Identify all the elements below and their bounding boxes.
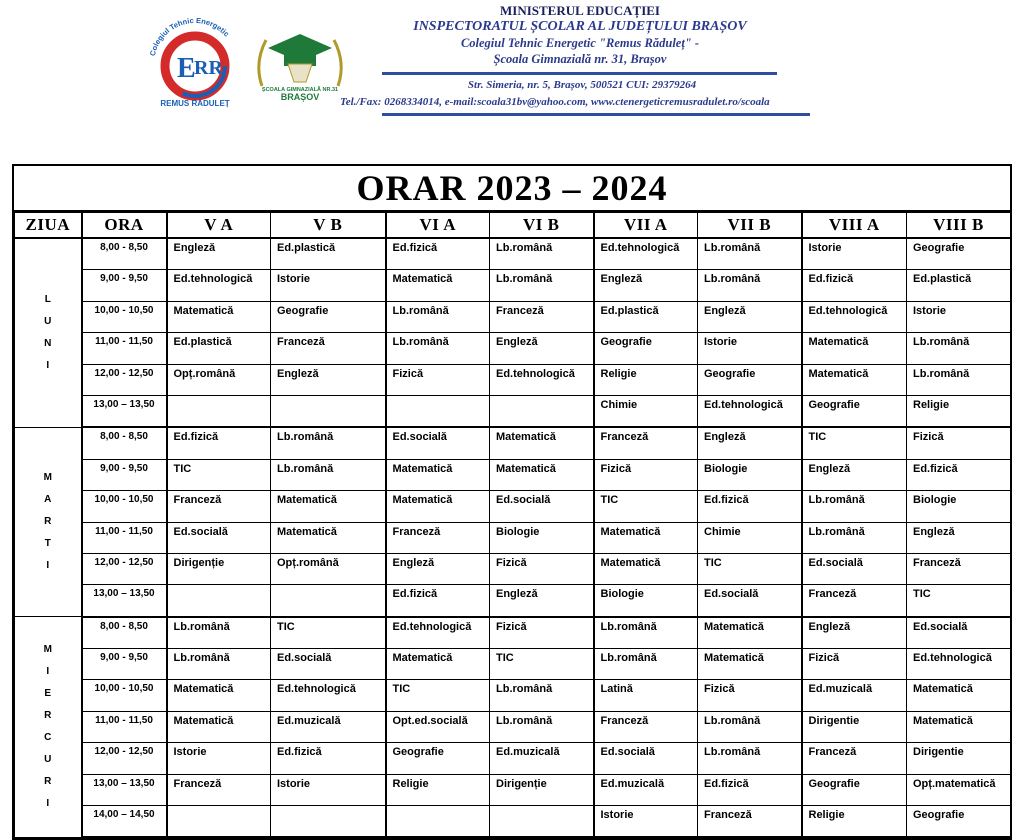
time-slot: 9,00 - 9,50	[82, 459, 167, 490]
subject-cell: Ed.socială	[167, 522, 271, 553]
subject-cell: Lb.română	[698, 743, 802, 774]
subject-cell: Matematică	[594, 522, 698, 553]
timetable-row	[15, 270, 1011, 301]
school-logo	[140, 18, 250, 108]
subject-cell: Lb.română	[698, 711, 802, 742]
subject-cell: Fizică	[802, 649, 907, 680]
subject-cell: Matematică	[907, 680, 1011, 711]
subject-cell: Ed.socială	[907, 617, 1011, 649]
subject-cell: TIC	[698, 553, 802, 584]
subject-cell: TIC	[271, 617, 386, 649]
subject-cell: Lb.română	[802, 522, 907, 553]
subject-cell: Lb.română	[167, 617, 271, 649]
subject-cell: Engleză	[698, 427, 802, 459]
subject-cell: Ed.fizică	[386, 585, 490, 617]
subject-cell: Matematică	[698, 649, 802, 680]
subject-cell: Geografie	[594, 333, 698, 364]
subject-cell: Istorie	[167, 743, 271, 774]
subject-cell	[167, 585, 271, 617]
subject-cell: Istorie	[271, 270, 386, 301]
subject-cell: Ed.tehnologică	[802, 301, 907, 332]
subject-cell: Lb.română	[271, 459, 386, 490]
subject-cell: Ed.muzicală	[490, 743, 594, 774]
subject-cell: Istorie	[802, 238, 907, 270]
timetable-row	[15, 711, 1011, 742]
subject-cell: Ed.socială	[271, 649, 386, 680]
subject-cell: Dirigenție	[167, 553, 271, 584]
subject-cell: Ed.fizică	[698, 491, 802, 522]
column-header: V A	[167, 213, 271, 239]
timetable-row	[15, 585, 1011, 617]
subject-cell: Latină	[594, 680, 698, 711]
subject-cell: Biologie	[698, 459, 802, 490]
time-slot: 13,00 – 13,50	[82, 585, 167, 617]
subject-cell: Geografie	[271, 301, 386, 332]
subject-cell: Matematică	[490, 459, 594, 490]
subject-cell: Religie	[802, 806, 907, 838]
subject-cell: Ed.socială	[802, 553, 907, 584]
time-slot: 10,00 - 10,50	[82, 680, 167, 711]
timetable-row	[15, 491, 1011, 522]
timetable-row	[15, 522, 1011, 553]
subject-cell: Ed.muzicală	[594, 774, 698, 805]
subject-cell: Ed.fizică	[271, 743, 386, 774]
timetable-row	[15, 459, 1011, 490]
subject-cell: Ed.tehnologică	[386, 617, 490, 649]
subject-cell: Franceză	[167, 774, 271, 805]
subject-cell: Matematică	[802, 333, 907, 364]
day-label: L U N I	[15, 238, 82, 427]
subject-cell	[490, 806, 594, 838]
subject-cell: Istorie	[907, 301, 1011, 332]
subject-cell: Engleză	[271, 364, 386, 395]
subject-cell: Biologie	[490, 522, 594, 553]
subject-cell: TIC	[907, 585, 1011, 617]
timetable-row	[15, 301, 1011, 332]
subject-cell: Franceză	[594, 427, 698, 459]
subject-cell: Geografie	[698, 364, 802, 395]
subject-cell: Engleză	[167, 238, 271, 270]
subject-cell: Religie	[386, 774, 490, 805]
timetable-row	[15, 806, 1011, 838]
subject-cell: Ed.tehnologică	[271, 680, 386, 711]
column-header: VIII A	[802, 213, 907, 239]
header-row	[15, 213, 1011, 239]
time-slot: 9,00 - 9,50	[82, 649, 167, 680]
subject-cell: Fizică	[594, 459, 698, 490]
subject-cell: Geografie	[802, 395, 907, 427]
subject-cell: Matematică	[594, 553, 698, 584]
day-label: M I E R C U R I	[15, 617, 82, 838]
school31-logo	[250, 28, 350, 103]
subject-cell: Dirigentie	[802, 711, 907, 742]
subject-cell: Franceză	[802, 743, 907, 774]
subject-cell: Lb.română	[698, 270, 802, 301]
subject-cell: Franceză	[167, 491, 271, 522]
subject-cell: Matematică	[386, 649, 490, 680]
column-header: ORA	[82, 213, 167, 239]
subject-cell: Ed.socială	[594, 743, 698, 774]
logo-ring-text: Colegiul Tehnic Energetic	[147, 18, 232, 57]
timetable-row	[15, 395, 1011, 427]
subject-cell: Engleză	[594, 270, 698, 301]
subject-cell: Matematică	[698, 617, 802, 649]
subject-cell: Ed.plastică	[271, 238, 386, 270]
timetable-grid	[14, 212, 1011, 838]
school-line: Școala Gimnazială nr. 31, Brașov	[493, 52, 667, 66]
subject-cell: TIC	[594, 491, 698, 522]
logo2-city: BRAȘOV	[280, 92, 320, 102]
subject-cell	[386, 395, 490, 427]
subject-cell: Ed.socială	[386, 427, 490, 459]
subject-cell: Ed.plastică	[167, 333, 271, 364]
subject-cell: Matematică	[386, 491, 490, 522]
header-divider	[382, 72, 777, 75]
subject-cell	[386, 806, 490, 838]
subject-cell: Fizică	[386, 364, 490, 395]
timetable-row	[15, 743, 1011, 774]
subject-cell: Matematică	[167, 301, 271, 332]
time-slot: 13,00 – 13,50	[82, 395, 167, 427]
svg-text:E: E	[177, 53, 196, 84]
subject-cell: Franceză	[802, 585, 907, 617]
subject-cell: Ed.socială	[698, 585, 802, 617]
subject-cell: Ed.tehnologică	[167, 270, 271, 301]
subject-cell: Ed.muzicală	[802, 680, 907, 711]
subject-cell: Opț.matematică	[907, 774, 1011, 805]
subject-cell: Lb.română	[167, 649, 271, 680]
subject-cell: Opț.română	[167, 364, 271, 395]
subject-cell: Lb.română	[386, 333, 490, 364]
subject-cell: Fizică	[698, 680, 802, 711]
subject-cell: Ed.fizică	[802, 270, 907, 301]
timetable-row	[15, 680, 1011, 711]
subject-cell: Ed.fizică	[386, 238, 490, 270]
column-header: VII A	[594, 213, 698, 239]
subject-cell: TIC	[386, 680, 490, 711]
subject-cell: Ed.plastică	[907, 270, 1011, 301]
address-line: Str. Simeria, nr. 5, Brașov, 500521 CUI: 29379264	[467, 79, 697, 91]
column-header: VIII B	[907, 213, 1011, 239]
subject-cell: Opt.ed.socială	[386, 711, 490, 742]
column-header: VI B	[490, 213, 594, 239]
subject-cell: Lb.română	[907, 364, 1011, 395]
time-slot: 9,00 - 9,50	[82, 270, 167, 301]
subject-cell	[271, 806, 386, 838]
column-header: VI A	[386, 213, 490, 239]
logo-caption: REMUS RĂDULEȚ	[160, 99, 230, 108]
subject-cell: Religie	[907, 395, 1011, 427]
subject-cell: Istorie	[698, 333, 802, 364]
subject-cell: Dirigentie	[907, 743, 1011, 774]
subject-cell: Religie	[594, 364, 698, 395]
subject-cell: Lb.română	[490, 680, 594, 711]
column-header: V B	[271, 213, 386, 239]
subject-cell	[271, 585, 386, 617]
time-slot: 11,00 - 11,50	[82, 333, 167, 364]
column-header: ZIUA	[15, 213, 82, 239]
subject-cell: Matematică	[490, 427, 594, 459]
subject-cell: Fizică	[907, 427, 1011, 459]
timetable-row	[15, 617, 1011, 649]
time-slot: 11,00 - 11,50	[82, 711, 167, 742]
timetable-row	[15, 238, 1011, 270]
subject-cell: Istorie	[271, 774, 386, 805]
time-slot: 10,00 - 10,50	[82, 301, 167, 332]
subject-cell: Chimie	[698, 522, 802, 553]
subject-cell: Engleză	[490, 585, 594, 617]
subject-cell: Fizică	[490, 553, 594, 584]
subject-cell: Lb.română	[271, 427, 386, 459]
subject-cell: Lb.română	[594, 617, 698, 649]
subject-cell: Geografie	[802, 774, 907, 805]
time-slot: 12,00 - 12,50	[82, 553, 167, 584]
time-slot: 12,00 - 12,50	[82, 743, 167, 774]
subject-cell: Lb.română	[490, 238, 594, 270]
timetable-row	[15, 333, 1011, 364]
subject-cell: Chimie	[594, 395, 698, 427]
subject-cell: Geografie	[907, 806, 1011, 838]
time-slot: 11,00 - 11,50	[82, 522, 167, 553]
subject-cell: Ed.tehnologică	[698, 395, 802, 427]
time-slot: 8,00 - 8,50	[82, 238, 167, 270]
subject-cell: Engleză	[802, 459, 907, 490]
day-label: M A R T I	[15, 427, 82, 616]
subject-cell: Engleză	[907, 522, 1011, 553]
subject-cell: Lb.română	[698, 238, 802, 270]
logo2-caption: ȘCOALA GIMNAZIALĂ NR.31	[261, 87, 339, 93]
inspectorate-line: INSPECTORATUL ȘCOLAR AL JUDEȚULUI BRAȘOV	[413, 19, 747, 34]
subject-cell: Engleză	[386, 553, 490, 584]
subject-cell: Matematică	[167, 711, 271, 742]
subject-cell: Ed.plastică	[594, 301, 698, 332]
column-header: VII B	[698, 213, 802, 239]
subject-cell: Lb.română	[802, 491, 907, 522]
subject-cell: Istorie	[594, 806, 698, 838]
subject-cell: Fizică	[490, 617, 594, 649]
timetable-row	[15, 364, 1011, 395]
subject-cell: Lb.română	[490, 270, 594, 301]
subject-cell: Matematică	[802, 364, 907, 395]
time-slot: 10,00 - 10,50	[82, 491, 167, 522]
subject-cell: Franceză	[490, 301, 594, 332]
timetable-row	[15, 649, 1011, 680]
subject-cell	[167, 806, 271, 838]
subject-cell: Matematică	[271, 491, 386, 522]
subject-cell: Engleză	[490, 333, 594, 364]
time-slot: 12,00 - 12,50	[82, 364, 167, 395]
subject-cell: Matematică	[271, 522, 386, 553]
ministry-line: MINISTERUL EDUCAȚIEI	[499, 3, 660, 18]
college-line: Colegiul Tehnic Energetic "Remus Răduleț" -	[460, 36, 700, 50]
timetable-row	[15, 427, 1011, 459]
subject-cell: Ed.tehnologică	[907, 649, 1011, 680]
institution-header	[380, 3, 780, 67]
subject-cell: Matematică	[907, 711, 1011, 742]
subject-cell: Ed.socială	[490, 491, 594, 522]
subject-cell	[271, 395, 386, 427]
subject-cell: Franceză	[594, 711, 698, 742]
timetable-row	[15, 553, 1011, 584]
subject-cell: Franceză	[907, 553, 1011, 584]
subject-cell: Ed.muzicală	[271, 711, 386, 742]
subject-cell: Matematică	[386, 270, 490, 301]
subject-cell	[490, 395, 594, 427]
time-slot: 14,00 – 14,50	[82, 806, 167, 838]
subject-cell: Lb.română	[594, 649, 698, 680]
subject-cell: TIC	[167, 459, 271, 490]
subject-cell: Dirigenție	[490, 774, 594, 805]
subject-cell: Geografie	[386, 743, 490, 774]
subject-cell: Lb.română	[907, 333, 1011, 364]
subject-cell: Franceză	[698, 806, 802, 838]
time-slot: 8,00 - 8,50	[82, 617, 167, 649]
subject-cell: Ed.fizică	[907, 459, 1011, 490]
subject-cell: Engleză	[698, 301, 802, 332]
subject-cell: Engleză	[802, 617, 907, 649]
timetable	[12, 164, 1012, 840]
subject-cell: Biologie	[594, 585, 698, 617]
subject-cell: Lb.română	[490, 711, 594, 742]
subject-cell: Lb.română	[386, 301, 490, 332]
contact-line: Tel./Fax: 0268334014, e-mail:scoala31bv@yahoo.com, www.ctenergeticremusradulet.ro/scoala	[340, 96, 770, 108]
subject-cell: Franceză	[271, 333, 386, 364]
subject-cell: Ed.fizică	[167, 427, 271, 459]
subject-cell: Matematică	[386, 459, 490, 490]
subject-cell: Opț.română	[271, 553, 386, 584]
subject-cell: Matematică	[167, 680, 271, 711]
subject-cell: Ed.tehnologică	[490, 364, 594, 395]
header-divider-bottom	[382, 113, 810, 116]
subject-cell: Franceză	[386, 522, 490, 553]
subject-cell: TIC	[490, 649, 594, 680]
svg-text:RR: RR	[194, 57, 223, 79]
subject-cell: Ed.tehnologică	[594, 238, 698, 270]
subject-cell	[167, 395, 271, 427]
timetable-title: ORAR 2023 – 2024	[14, 166, 1010, 212]
time-slot: 8,00 - 8,50	[82, 427, 167, 459]
subject-cell: Biologie	[907, 491, 1011, 522]
subject-cell: TIC	[802, 427, 907, 459]
time-slot: 13,00 – 13,50	[82, 774, 167, 805]
subject-cell: Geografie	[907, 238, 1011, 270]
subject-cell: Ed.fizică	[698, 774, 802, 805]
